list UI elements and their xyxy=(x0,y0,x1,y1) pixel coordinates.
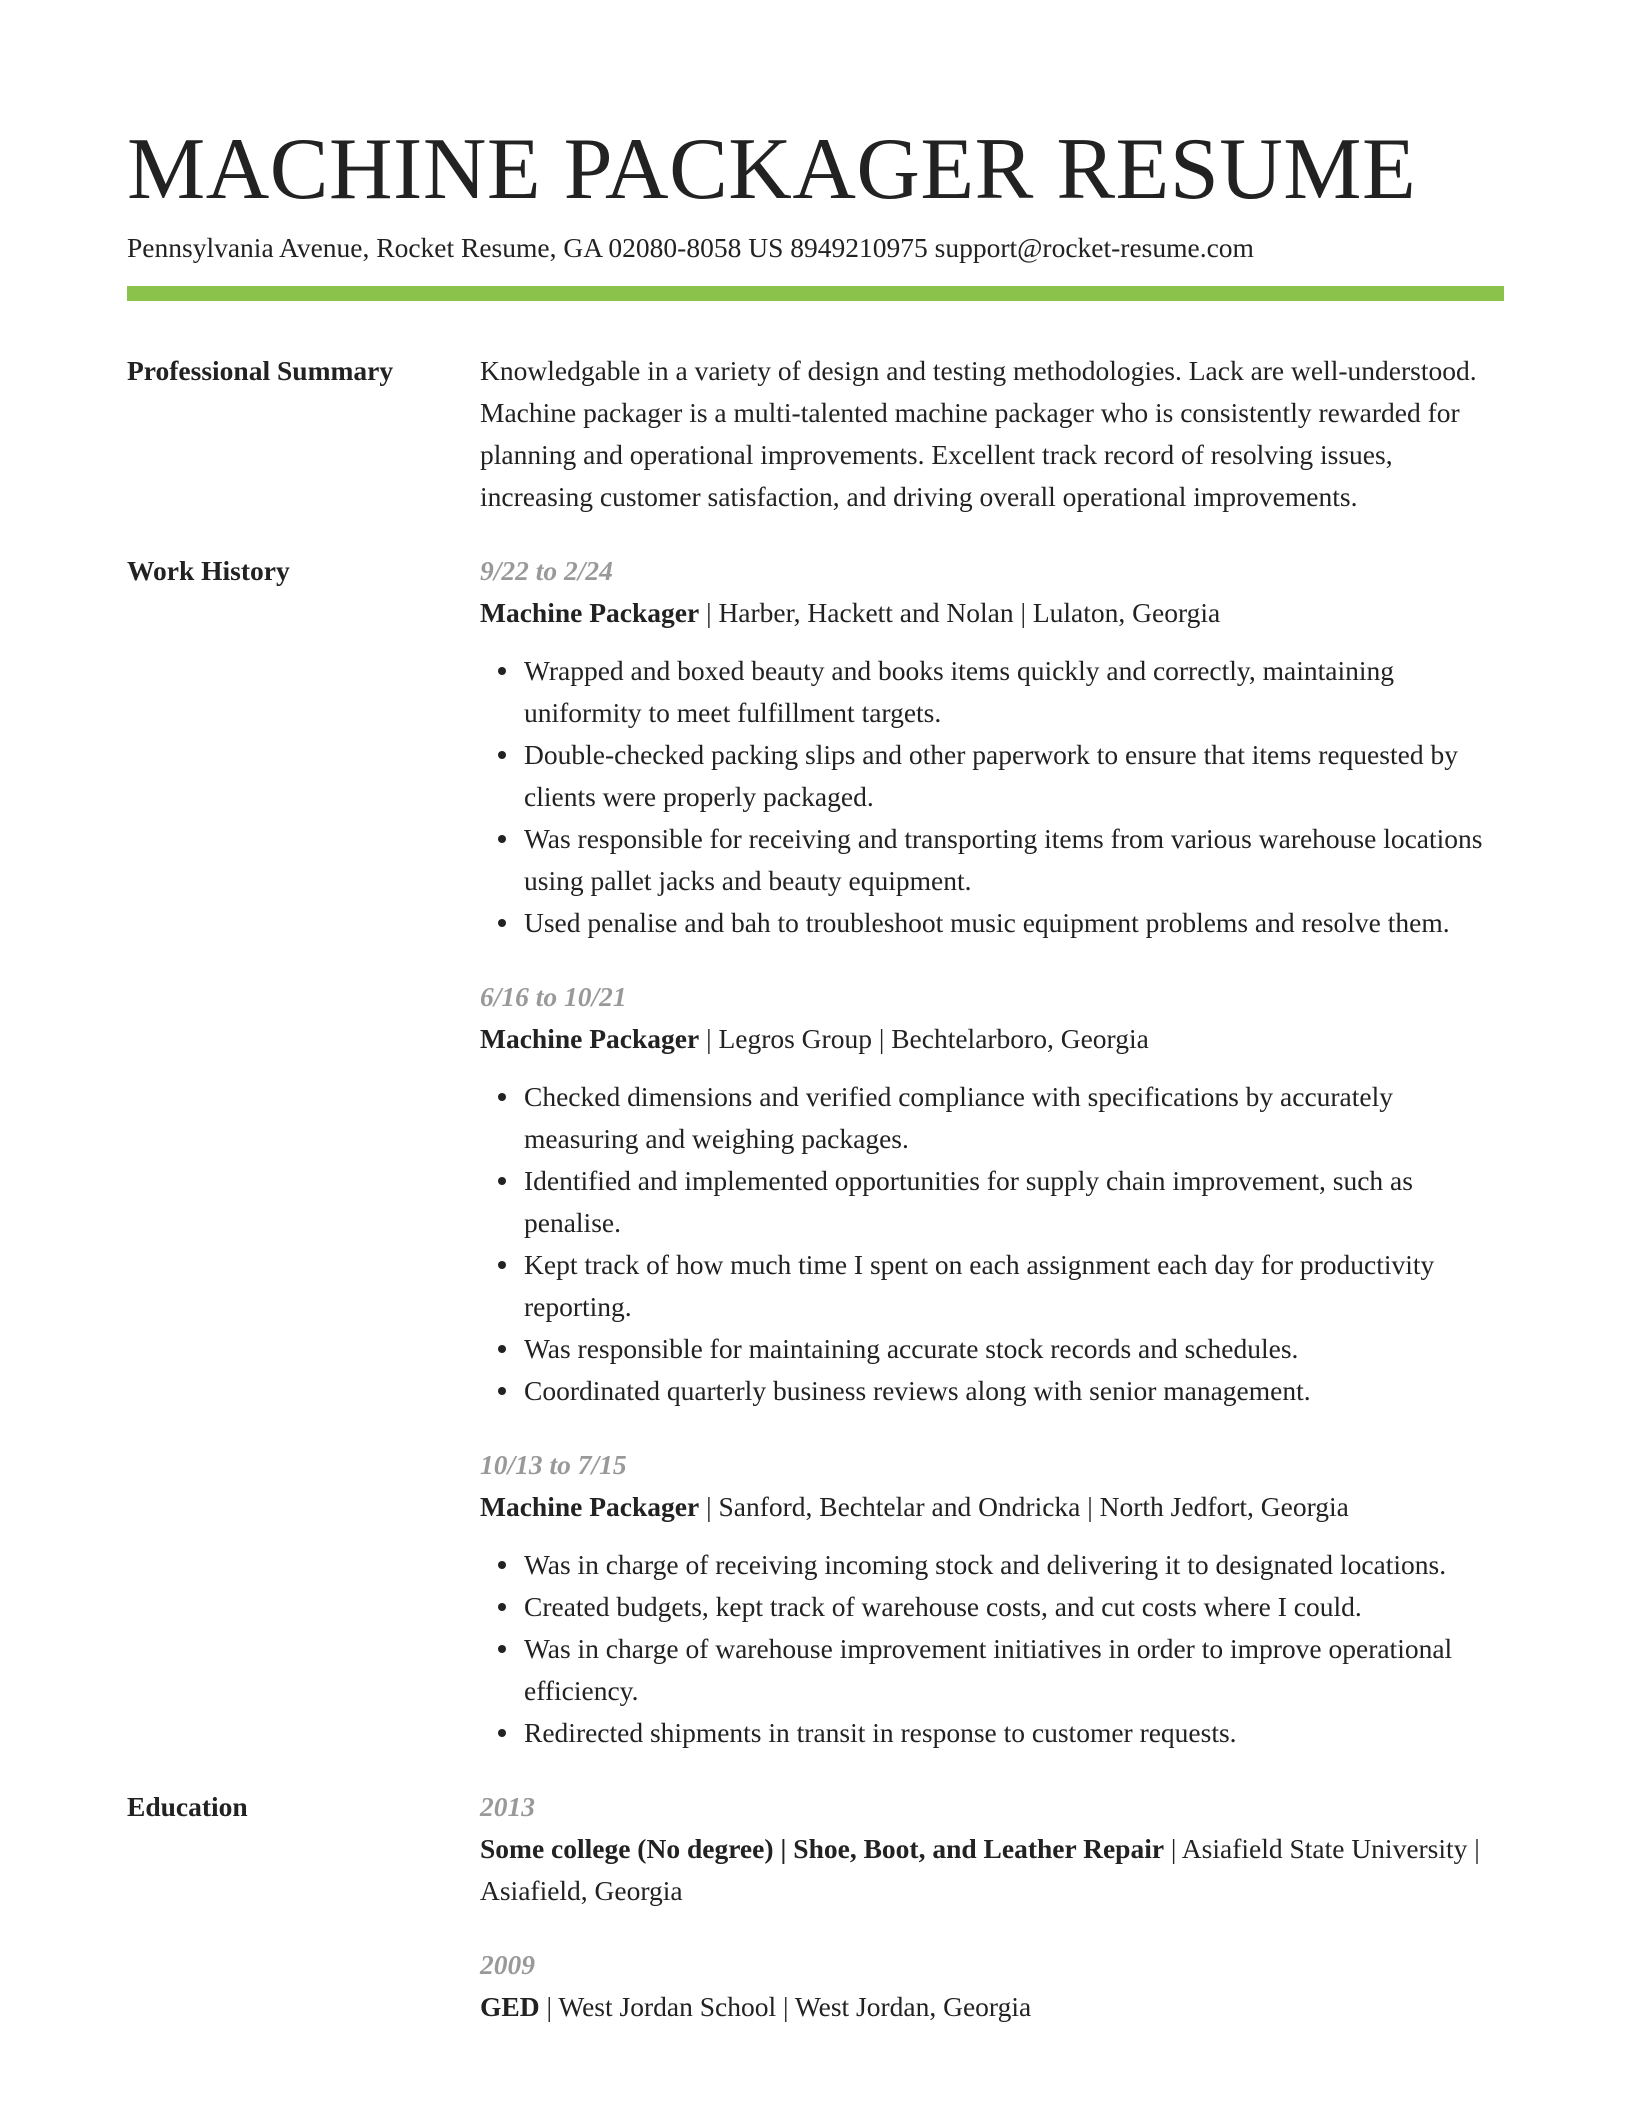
work-headline xyxy=(480,1486,1504,1528)
education-details: | West Jordan School | West Jordan, Georgia xyxy=(539,1991,1032,2022)
list-item: Checked dimensions and verified compliance with specifications by accurately measuring and weighing packages. xyxy=(524,1076,1504,1160)
bullet-dot-icon xyxy=(498,1387,506,1395)
education-dates: 2013 xyxy=(480,1791,535,1822)
list-item: Created budgets, kept track of warehouse costs, and cut costs where I could. xyxy=(524,1586,1504,1628)
education-dates: 2009 xyxy=(480,1949,535,1980)
work-details: | Harber, Hackett and Nolan | Lulaton, Georgia xyxy=(699,597,1221,628)
bullet-dot-icon xyxy=(498,1177,506,1185)
work-dates: 9/22 to 2/24 xyxy=(480,555,613,586)
contact-line: Pennsylvania Avenue, Rocket Resume, GA 02080-8058 US 8949210975 support@rocket-resume.com xyxy=(127,232,1254,263)
summary-section xyxy=(127,350,1504,518)
summary-content xyxy=(480,350,1504,518)
bullet-dot-icon xyxy=(498,667,506,675)
work-headline xyxy=(480,1018,1504,1060)
list-item: Was responsible for maintaining accurate stock records and schedules. xyxy=(524,1328,1504,1370)
list-item: Used penalise and bah to troubleshoot music equipment problems and resolve them. xyxy=(524,902,1504,944)
work-bullets xyxy=(480,650,1504,944)
work-history-label: Work History xyxy=(127,555,290,586)
education-details: | Asiafield State University | Asiafield, Georgia xyxy=(480,1833,1480,1906)
work-role: Machine Packager xyxy=(480,1023,700,1054)
education-entry xyxy=(480,1786,1504,1912)
bullet-dot-icon xyxy=(498,835,506,843)
work-entry xyxy=(480,976,1504,1412)
summary-label: Professional Summary xyxy=(127,355,394,386)
work-dates: 10/13 to 7/15 xyxy=(480,1449,627,1480)
education-degree: Some college (No degree) | Shoe, Boot, and Leather Repair xyxy=(480,1833,1165,1864)
work-entry xyxy=(480,550,1504,944)
work-history-content xyxy=(480,550,1504,1754)
header-accent-rule xyxy=(127,286,1504,301)
bullet-dot-icon xyxy=(498,1261,506,1269)
list-item: Was in charge of receiving incoming stock and delivering it to designated locations. xyxy=(524,1544,1504,1586)
work-bullets xyxy=(480,1076,1504,1412)
education-content xyxy=(480,1786,1504,2028)
education-section xyxy=(127,1786,1504,2028)
bullet-dot-icon xyxy=(498,1645,506,1653)
work-entry xyxy=(480,1444,1504,1754)
education-entry xyxy=(480,1944,1504,2028)
work-bullets xyxy=(480,1544,1504,1754)
bullet-dot-icon xyxy=(498,1603,506,1611)
work-headline xyxy=(480,592,1504,634)
list-item: Was in charge of warehouse improvement initiatives in order to improve operational efficiency. xyxy=(524,1628,1504,1712)
list-item: Was responsible for receiving and transporting items from various warehouse locations using pallet jacks and beauty equipment. xyxy=(524,818,1504,902)
work-details: | Legros Group | Bechtelarboro, Georgia xyxy=(699,1023,1149,1054)
list-item: Coordinated quarterly business reviews along with senior management. xyxy=(524,1370,1504,1412)
education-degree: GED xyxy=(480,1991,540,2022)
work-history-section xyxy=(127,550,1504,1754)
bullet-dot-icon xyxy=(498,919,506,927)
resume-body xyxy=(127,350,1504,2028)
education-headline xyxy=(480,1986,1504,2028)
bullet-dot-icon xyxy=(498,1729,506,1737)
list-item: Wrapped and boxed beauty and books items quickly and correctly, maintaining uniformity to meet fulfillment targets. xyxy=(524,650,1504,734)
work-role: Machine Packager xyxy=(480,1491,700,1522)
bullet-dot-icon xyxy=(498,1345,506,1353)
work-details: | Sanford, Bechtelar and Ondricka | North Jedfort, Georgia xyxy=(699,1491,1349,1522)
resume-title: MACHINE PACKAGER RESUME xyxy=(127,121,1417,218)
bullet-dot-icon xyxy=(498,1561,506,1569)
list-item: Redirected shipments in transit in response to customer requests. xyxy=(524,1712,1504,1754)
bullet-dot-icon xyxy=(498,751,506,759)
summary-text: Knowledgable in a variety of design and testing methodologies. Lack are well-understood. Machine packager is a multi-talented machine packager who is consistently rewarded for planning and operational improvements. Excellent track record of resolving issues, increasing customer satisfaction, and driving overall operational improvements. xyxy=(480,355,1477,512)
work-dates: 6/16 to 10/21 xyxy=(480,981,627,1012)
bullet-dot-icon xyxy=(498,1093,506,1101)
list-item: Kept track of how much time I spent on each assignment each day for productivity reporting. xyxy=(524,1244,1504,1328)
list-item: Double-checked packing slips and other paperwork to ensure that items requested by clients were properly packaged. xyxy=(524,734,1504,818)
education-headline xyxy=(480,1828,1504,1912)
work-role: Machine Packager xyxy=(480,597,700,628)
list-item: Identified and implemented opportunities for supply chain improvement, such as penalise. xyxy=(524,1160,1504,1244)
education-label: Education xyxy=(127,1791,248,1822)
